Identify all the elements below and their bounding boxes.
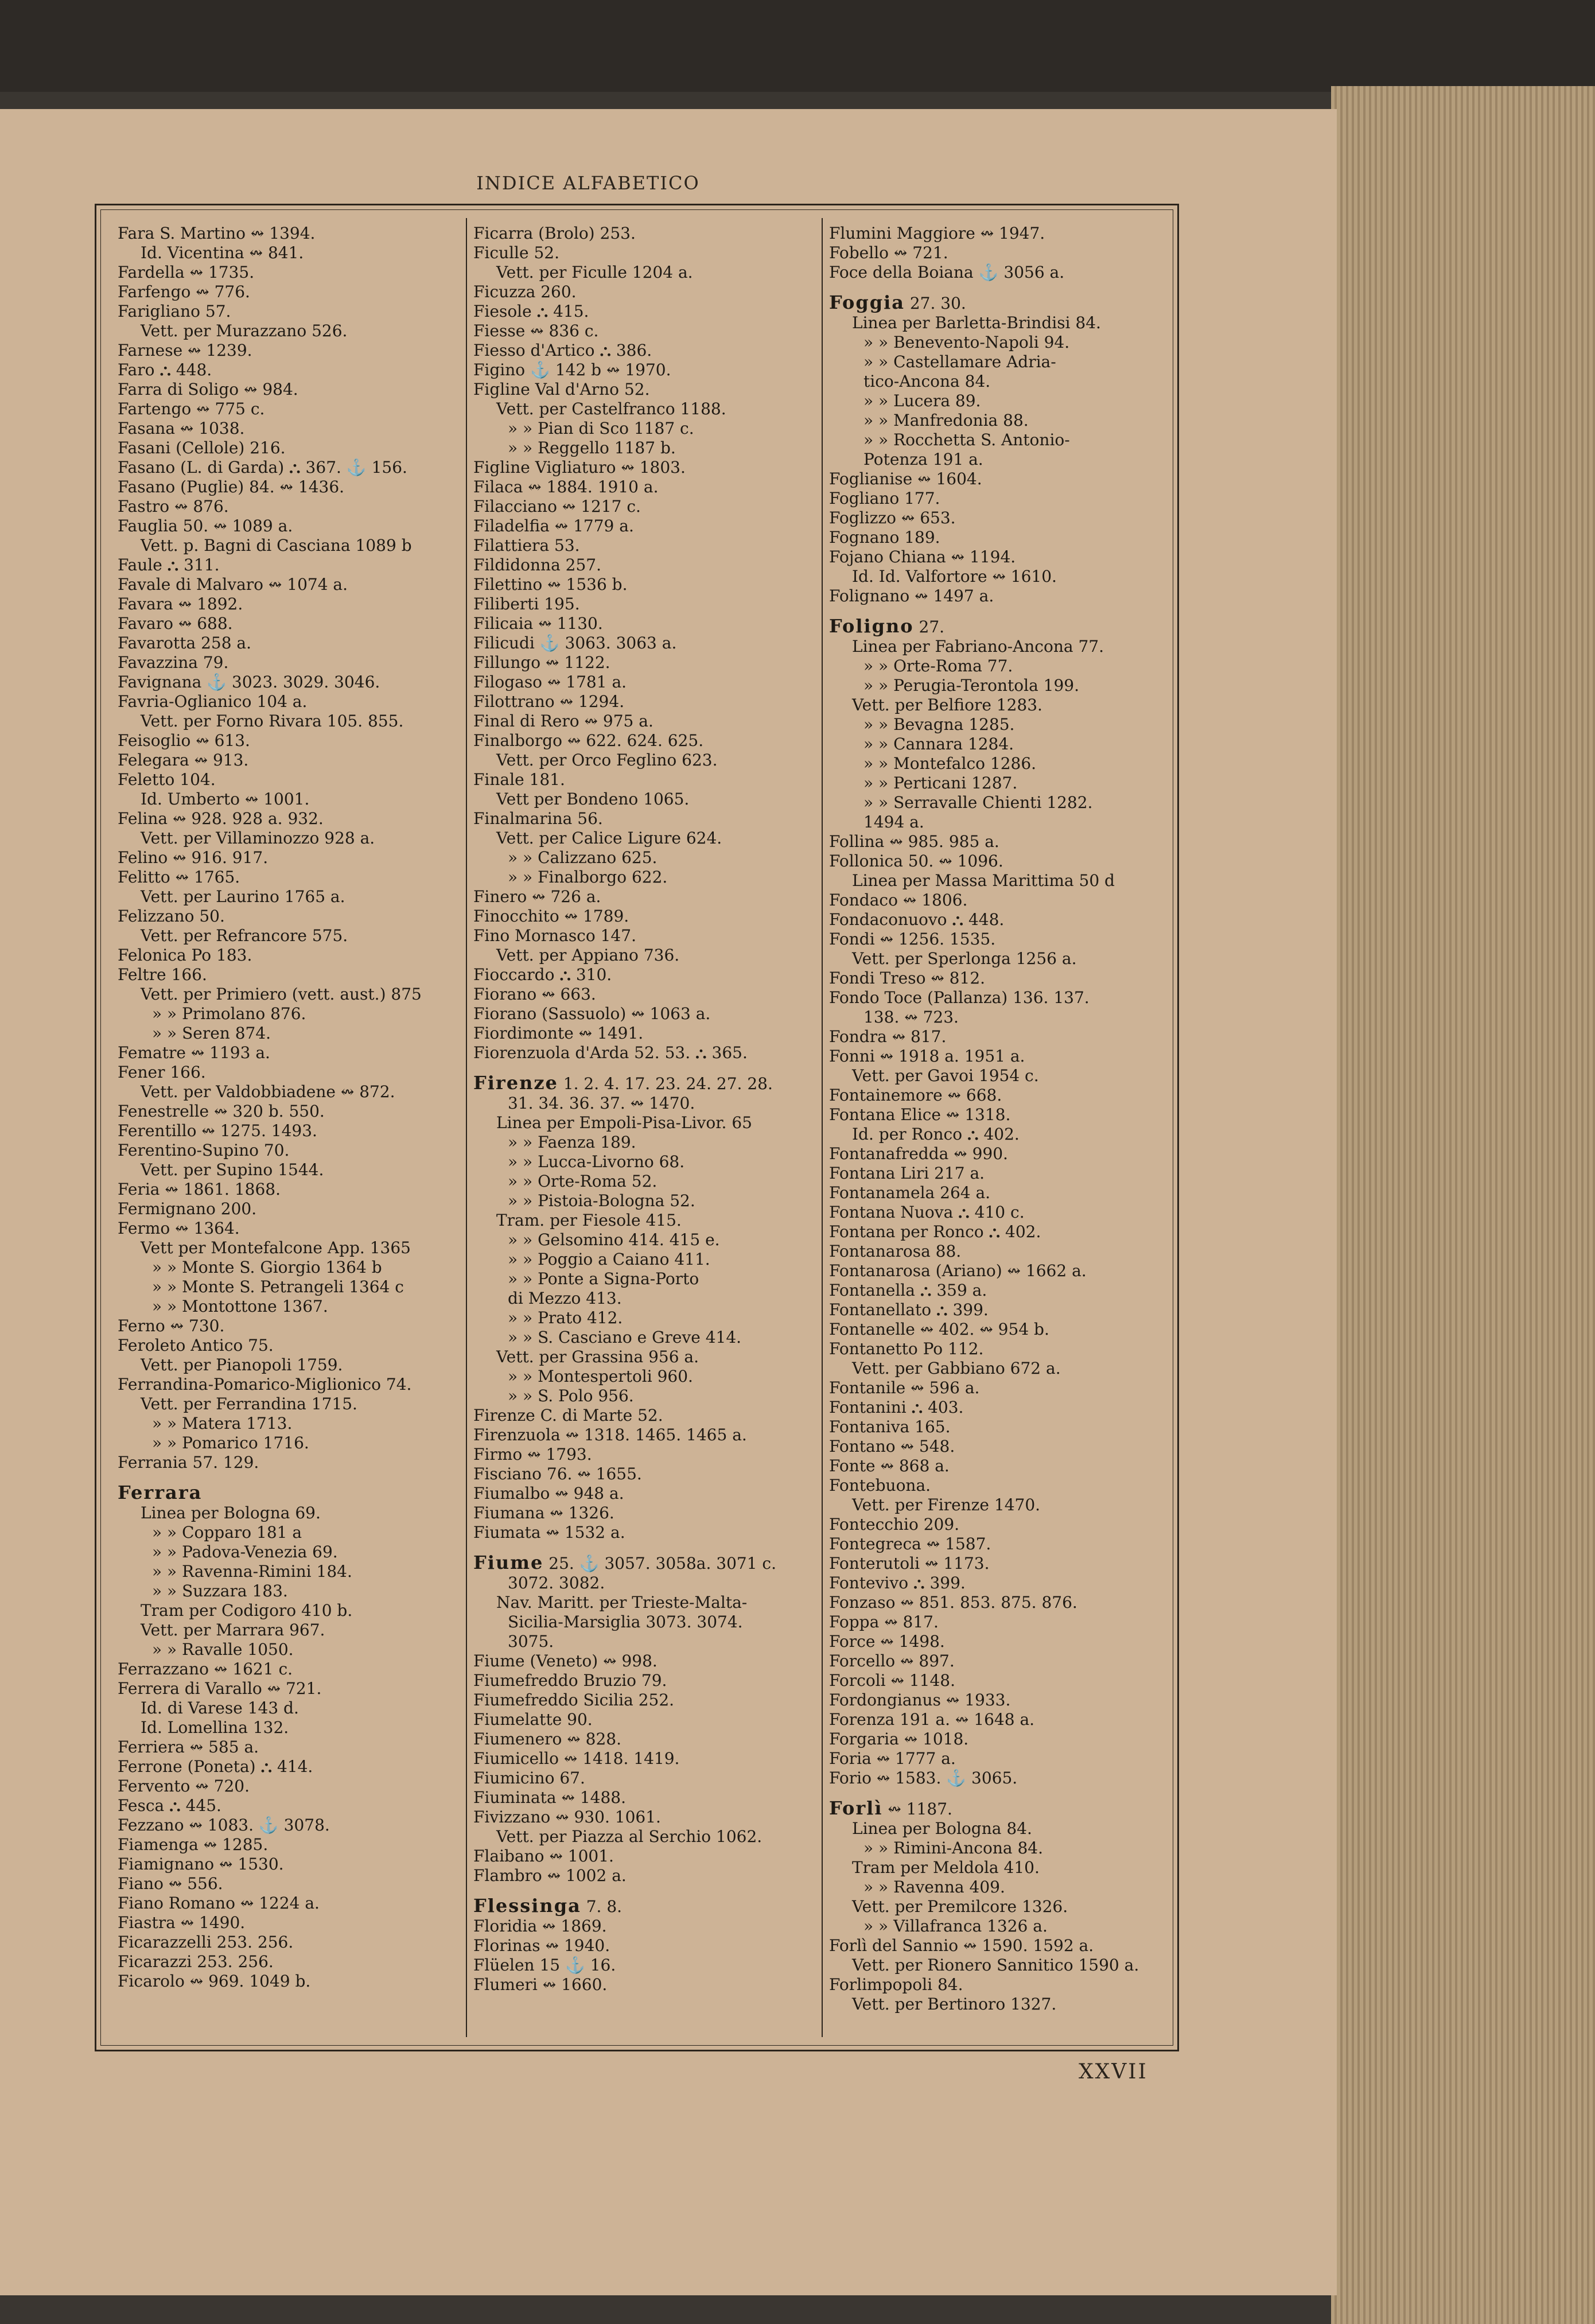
index-entry: Sicilia-Marsiglia 3073. 3074. — [508, 1612, 743, 1631]
index-entry: Vett. per Refrancore 575. — [141, 926, 348, 945]
index-entry: Felino ↭ 916. 917. — [118, 848, 269, 867]
index-entry: Favaro ↭ 688. — [118, 614, 233, 633]
index-entry: Fontana Elice ↭ 1318. — [829, 1105, 1011, 1124]
index-entry: Id. di Varese 143 d. — [141, 1699, 299, 1717]
index-entry: Ferrara — [118, 1482, 203, 1503]
index-entry: Fivizzano ↭ 930. 1061. — [473, 1808, 661, 1826]
index-entry: Fontanamela 264 a. — [829, 1183, 991, 1202]
index-entry: Fervento ↭ 720. — [118, 1777, 250, 1796]
index-entry: Fontanetto Po 112. — [829, 1339, 984, 1358]
index-entry: Fontana per Ronco ⛬ 402. — [829, 1222, 1041, 1241]
index-entry: » » S. Casciano e Greve 414. — [508, 1328, 742, 1347]
index-entry: Fiorenzuola d'Arda 52. 53. ⛬ 365. — [473, 1043, 748, 1062]
index-entry: » » Suzzara 183. — [152, 1581, 288, 1600]
index-entry: Ficulle 52. — [473, 243, 560, 262]
background-top — [0, 0, 1595, 92]
index-entry: 1494 a. — [863, 813, 924, 831]
index-entry: Forcoli ↭ 1148. — [829, 1671, 956, 1690]
index-entry: Faro ⛬ 448. — [118, 360, 212, 379]
index-entry: Vett. per Grassina 956 a. — [496, 1347, 699, 1366]
index-entry: Fiumefreddo Bruzio 79. — [473, 1671, 667, 1690]
index-entry: » » Montespertoli 960. — [508, 1367, 693, 1386]
index-entry: Fiesso d'Artico ⛬ 386. — [473, 341, 652, 360]
index-entry: Fastro ↭ 876. — [118, 497, 229, 516]
index-entry: Fiumalbo ↭ 948 a. — [473, 1484, 624, 1503]
index-entry: Ferrazzano ↭ 1621 c. — [118, 1660, 293, 1678]
index-entry: Id. per Ronco ⛬ 402. — [852, 1125, 1020, 1144]
index-entry: » » Villafranca 1326 a. — [863, 1917, 1048, 1936]
index-entry: Fino Mornasco 147. — [473, 926, 636, 945]
index-entry: Fiumelatte 90. — [473, 1710, 593, 1729]
index-entry: » » Bevagna 1285. — [863, 715, 1015, 734]
index-entry: Forlimpopoli 84. — [829, 1975, 963, 1994]
index-entry: Vett. per Orco Feglino 623. — [496, 751, 718, 770]
index-entry: » » Ravenna 409. — [863, 1878, 1005, 1896]
index-entry: Tram per Codigoro 410 b. — [141, 1601, 353, 1620]
index-entry: » » Copparo 181 a — [152, 1523, 302, 1542]
index-entry: Firenze 1. 2. 4. 17. 23. 24. 27. 28. — [473, 1072, 773, 1094]
index-entry: Flüelen 15 ⚓ 16. — [473, 1956, 616, 1975]
index-entry: Finero ↭ 726 a. — [473, 887, 601, 906]
index-entry: » » Gelsomino 414. 415 e. — [508, 1230, 720, 1249]
index-entry: Vett. p. Bagni di Casciana 1089 b — [141, 536, 412, 555]
index-entry: Foce della Boiana ⚓ 3056 a. — [829, 263, 1065, 282]
index-entry: Fezzano ↭ 1083. ⚓ 3078. — [118, 1816, 330, 1835]
index-entry: Feria ↭ 1861. 1868. — [118, 1180, 281, 1199]
index-entry: Felonica Po 183. — [118, 946, 252, 965]
index-entry: » » Monte S. Giorgio 1364 b — [152, 1258, 382, 1277]
index-entry: Figline Val d'Arno 52. — [473, 380, 650, 399]
index-entry: Linea per Bologna 84. — [852, 1819, 1032, 1838]
index-entry: Filicudi ⚓ 3063. 3063 a. — [473, 634, 677, 652]
index-entry: Finocchito ↭ 1789. — [473, 907, 629, 926]
index-entry: Forenza 191 a. ↭ 1648 a. — [829, 1710, 1035, 1729]
index-entry: Feroleto Antico 75. — [118, 1336, 274, 1355]
index-entry: » » Orte-Roma 77. — [863, 656, 1013, 675]
index-entry: Fiume 25. ⚓ 3057. 3058a. 3071 c. — [473, 1552, 777, 1573]
index-entry: Fondra ↭ 817. — [829, 1027, 947, 1046]
index-entry: » » Padova-Venezia 69. — [152, 1542, 338, 1561]
index-entry: Fiume (Veneto) ↭ 998. — [473, 1651, 658, 1670]
index-entry: Felizzano 50. — [118, 907, 225, 926]
index-entry: Foligno 27. — [829, 615, 945, 637]
index-entry: Id. Umberto ↭ 1001. — [141, 790, 310, 809]
index-entry: » » Orte-Roma 52. — [508, 1172, 658, 1191]
index-entry: Linea per Barletta-Brindisi 84. — [852, 313, 1101, 332]
index-entry: » » Calizzano 625. — [508, 848, 658, 867]
index-entry: Farnese ↭ 1239. — [118, 341, 252, 360]
index-entry: Fiorano ↭ 663. — [473, 985, 596, 1004]
index-entry: Fematre ↭ 1193 a. — [118, 1043, 270, 1062]
index-entry: Fontanarosa 88. — [829, 1242, 962, 1261]
index-entry: Figino ⚓ 142 b ↭ 1970. — [473, 360, 671, 379]
index-entry: Linea per Massa Marittima 50 d — [852, 871, 1115, 890]
index-entry: Fiumenero ↭ 828. — [473, 1730, 621, 1748]
index-entry: Fardella ↭ 1735. — [118, 263, 255, 282]
index-entry: Vett. per Laurino 1765 a. — [141, 887, 345, 906]
index-entry: » » Montottone 1367. — [152, 1297, 328, 1316]
index-entry: Fara S. Martino ↭ 1394. — [118, 224, 316, 243]
index-entry: » » Matera 1713. — [152, 1414, 293, 1433]
index-entry: Favria-Oglianico 104 a. — [118, 692, 308, 711]
index-entry: Fasana ↭ 1038. — [118, 419, 245, 438]
index-entry: Forlì del Sannio ↭ 1590. 1592 a. — [829, 1936, 1094, 1955]
index-entry: Finalborgo ↭ 622. 624. 625. — [473, 731, 704, 750]
index-entry: 31. 34. 36. 37. ↭ 1470. — [508, 1094, 695, 1113]
index-entry: Fasano (L. di Garda) ⛬ 367. ⚓ 156. — [118, 458, 407, 477]
index-entry: Vett. per Calice Ligure 624. — [496, 829, 722, 848]
index-entry: Fontaniva 165. — [829, 1417, 951, 1436]
index-entry: Fartengo ↭ 775 c. — [118, 399, 265, 418]
index-entry: Forlì ↭ 1187. — [829, 1797, 952, 1819]
page-header: INDICE ALFABETICO — [476, 172, 700, 194]
index-entry: Felitto ↭ 1765. — [118, 868, 240, 887]
index-entry: Filogaso ↭ 1781 a. — [473, 673, 627, 691]
index-entry: Flessinga 7. 8. — [473, 1895, 623, 1917]
index-entry: » » Pistoia-Bologna 52. — [508, 1191, 695, 1210]
index-entry: Vett. per Marrara 967. — [141, 1620, 325, 1639]
index-entry: Favale di Malvaro ↭ 1074 a. — [118, 575, 348, 594]
index-entry: Vett. per Rionero Sannitico 1590 a. — [852, 1956, 1139, 1975]
index-entry: Forio ↭ 1583. ⚓ 3065. — [829, 1769, 1018, 1787]
index-entry: » » Serravalle Chienti 1282. — [863, 793, 1093, 812]
index-entry: » » Cannara 1284. — [863, 734, 1014, 753]
index-entry: Foglianise ↭ 1604. — [829, 469, 982, 488]
index-entry: Felegara ↭ 913. — [118, 751, 249, 770]
index-entry: » » Poggio a Caiano 411. — [508, 1250, 710, 1269]
index-entry: Vett. per Appiano 736. — [496, 946, 680, 965]
index-entry: Favignana ⚓ 3023. 3029. 3046. — [118, 673, 380, 691]
index-entry: » » S. Polo 956. — [508, 1386, 634, 1405]
index-entry: Vett. per Bertinoro 1327. — [852, 1995, 1057, 2014]
index-entry: Filiberti 195. — [473, 594, 580, 613]
index-entry: Flumeri ↭ 1660. — [473, 1975, 608, 1994]
index-entry: » » Pomarico 1716. — [152, 1433, 309, 1452]
index-entry: tico-Ancona 84. — [863, 372, 991, 391]
index-entry: Ferrone (Poneta) ⛬ 414. — [118, 1757, 313, 1776]
index-entry: Fontevivo ⛬ 399. — [829, 1573, 966, 1592]
index-entry: Vett. per Ficulle 1204 a. — [496, 263, 693, 282]
index-entry: Fillungo ↭ 1122. — [473, 653, 610, 672]
index-entry: Favazzina 79. — [118, 653, 229, 672]
index-entry: Fisciano 76. ↭ 1655. — [473, 1464, 642, 1483]
index-entry: Potenza 191 a. — [863, 450, 983, 469]
index-entry: Vett. per Sperlonga 1256 a. — [852, 949, 1077, 968]
index-entry: » » Pian di Sco 1187 c. — [508, 419, 694, 438]
index-entry: » » Perugia-Terontola 199. — [863, 676, 1080, 695]
index-entry: Fauglia 50. ↭ 1089 a. — [118, 516, 293, 535]
index-entry: Ferentillo ↭ 1275. 1493. — [118, 1121, 317, 1140]
index-entry: Fobello ↭ 721. — [829, 243, 948, 262]
index-entry: Filottrano ↭ 1294. — [473, 692, 625, 711]
index-entry: Fiumefreddo Sicilia 252. — [473, 1690, 675, 1709]
index-entry: Fiano Romano ↭ 1224 a. — [118, 1894, 320, 1913]
index-entry: Fiumata ↭ 1532 a. — [473, 1523, 625, 1542]
index-entry: Felina ↭ 928. 928 a. 932. — [118, 809, 324, 828]
index-entry: Fondi ↭ 1256. 1535. — [829, 930, 996, 949]
index-entry: Firenzuola ↭ 1318. 1465. 1465 a. — [473, 1425, 747, 1444]
index-entry: Fondo Toce (Pallanza) 136. 137. — [829, 988, 1090, 1007]
index-entry: Fontana Nuova ⛬ 410 c. — [829, 1203, 1025, 1222]
index-entry: Linea per Bologna 69. — [141, 1503, 321, 1522]
index-entry: Finalmarina 56. — [473, 809, 603, 828]
index-entry: » » Primolano 876. — [152, 1004, 306, 1023]
index-column-3 — [829, 224, 1156, 2014]
index-entry: Fioccardo ⛬ 310. — [473, 965, 612, 984]
index-entry: Fasani (Cellole) 216. — [118, 438, 286, 457]
index-entry: Foglizzo ↭ 653. — [829, 508, 956, 527]
index-entry: Fontana Liri 217 a. — [829, 1164, 985, 1183]
index-entry: Ferentino-Supino 70. — [118, 1141, 290, 1160]
index-entry: Vett. per Pianopoli 1759. — [141, 1355, 343, 1374]
index-entry: Ficarazzelli 253. 256. — [118, 1933, 294, 1952]
index-entry: Filacciano ↭ 1217 c. — [473, 497, 641, 516]
index-entry: Fiumicino 67. — [473, 1769, 585, 1787]
index-entry: Fontano ↭ 548. — [829, 1437, 955, 1456]
index-entry: Folignano ↭ 1497 a. — [829, 586, 994, 605]
index-entry: » » Finalborgo 622. — [508, 868, 668, 887]
index-entry: Fontanile ↭ 596 a. — [829, 1378, 980, 1397]
index-entry: Fondaco ↭ 1806. — [829, 891, 968, 910]
index-entry: Fiorano (Sassuolo) ↭ 1063 a. — [473, 1004, 711, 1023]
index-entry: Fener 166. — [118, 1063, 206, 1082]
index-entry: Filicaia ↭ 1130. — [473, 614, 603, 633]
index-entry: Fontanini ⛬ 403. — [829, 1398, 964, 1417]
index-entry: Fiuminata ↭ 1488. — [473, 1788, 627, 1807]
index-entry: Fiano ↭ 556. — [118, 1874, 223, 1893]
index-entry: Fonzaso ↭ 851. 853. 875. 876. — [829, 1593, 1077, 1612]
index-entry: » » Perticani 1287. — [863, 774, 1018, 792]
index-entry: Follonica 50. ↭ 1096. — [829, 852, 1003, 870]
index-entry: Ferriera ↭ 585 a. — [118, 1738, 259, 1756]
index-entry: Flaibano ↭ 1001. — [473, 1847, 614, 1866]
index-entry: Fontainemore ↭ 668. — [829, 1086, 1002, 1105]
index-entry: Ferno ↭ 730. — [118, 1316, 225, 1335]
index-entry: » » Seren 874. — [152, 1024, 271, 1043]
index-entry: Filadelfia ↭ 1779 a. — [473, 516, 634, 535]
index-entry: Forgaria ↭ 1018. — [829, 1730, 969, 1748]
index-entry: Vett per Bondeno 1065. — [496, 790, 690, 809]
index-entry: Vett. per Forno Rivara 105. 855. — [141, 712, 404, 730]
index-entry: Fontanelle ↭ 402. ↭ 954 b. — [829, 1320, 1049, 1339]
index-entry: Linea per Empoli-Pisa-Livor. 65 — [496, 1113, 752, 1132]
index-entry: Vett. per Firenze 1470. — [852, 1495, 1041, 1514]
page-edges — [1331, 86, 1595, 2324]
index-entry: Fontanafredda ↭ 990. — [829, 1144, 1008, 1163]
index-entry: Fontanella ⛬ 359 a. — [829, 1281, 987, 1300]
index-entry: Florinas ↭ 1940. — [473, 1936, 610, 1955]
index-entry: Finale 181. — [473, 770, 565, 789]
index-entry: » » Prato 412. — [508, 1308, 623, 1327]
index-entry: » » Benevento-Napoli 94. — [863, 333, 1070, 352]
index-entry: Foppa ↭ 817. — [829, 1612, 939, 1631]
index-entry: » » Ravenna-Rimini 184. — [152, 1562, 352, 1581]
index-entry: Firenze C. di Marte 52. — [473, 1406, 663, 1425]
index-entry: » » Ravalle 1050. — [152, 1640, 294, 1659]
index-entry: » » Monte S. Petrangeli 1364 c — [152, 1277, 404, 1296]
index-entry: » » Rocchetta S. Antonio- — [863, 430, 1070, 449]
index-entry: Fiamignano ↭ 1530. — [118, 1855, 284, 1874]
index-entry: Flumini Maggiore ↭ 1947. — [829, 224, 1045, 243]
index-entry: Foria ↭ 1777 a. — [829, 1749, 956, 1768]
index-entry: Ficarra (Brolo) 253. — [473, 224, 636, 243]
index-entry: Fondi Treso ↭ 812. — [829, 969, 986, 988]
index-entry: Favarotta 258 a. — [118, 634, 252, 652]
index-entry: » » Castellamare Adria- — [863, 352, 1056, 371]
index-entry: » » Montefalco 1286. — [863, 754, 1037, 773]
index-entry: Fasano (Puglie) 84. ↭ 1436. — [118, 477, 345, 496]
index-entry: Foggia 27. 30. — [829, 292, 966, 313]
index-entry: Fonte ↭ 868 a. — [829, 1456, 950, 1475]
index-entry: Tram per Meldola 410. — [852, 1858, 1040, 1877]
index-entry: Favara ↭ 1892. — [118, 594, 243, 613]
index-entry: Floridia ↭ 1869. — [473, 1917, 607, 1936]
index-entry: Fermignano 200. — [118, 1199, 257, 1218]
index-entry: Fonterutoli ↭ 1173. — [829, 1554, 990, 1573]
index-entry: Farfengo ↭ 776. — [118, 282, 250, 301]
index-column-2 — [473, 224, 800, 1995]
index-entry: » » Ponte a Signa-Porto — [508, 1269, 699, 1288]
index-entry: Vett. per Piazza al Serchio 1062. — [496, 1827, 763, 1846]
index-entry: di Mezzo 413. — [508, 1289, 622, 1308]
index-entry: Feisoglio ↭ 613. — [118, 731, 250, 750]
index-entry: Nav. Maritt. per Trieste-Malta- — [496, 1593, 748, 1612]
index-entry: Fordongianus ↭ 1933. — [829, 1690, 1011, 1709]
index-entry: Ferrania 57. 129. — [118, 1453, 259, 1472]
index-entry: Vett. per Primiero (vett. aust.) 875 — [141, 985, 422, 1004]
page-number: XXVII — [1079, 2060, 1148, 2084]
index-entry: Fiamenga ↭ 1285. — [118, 1835, 269, 1854]
index-entry: Fenestrelle ↭ 320 b. 550. — [118, 1102, 325, 1121]
index-entry: Id. Id. Valfortore ↭ 1610. — [852, 567, 1057, 586]
index-entry: Vett. per Belfiore 1283. — [852, 695, 1042, 714]
column-divider-2 — [822, 218, 823, 2037]
index-entry: Faule ⛬ 311. — [118, 555, 220, 574]
column-divider-1 — [466, 218, 467, 2037]
index-entry: Linea per Fabriano-Ancona 77. — [852, 637, 1104, 656]
index-entry: Filaca ↭ 1884. 1910 a. — [473, 477, 659, 496]
index-entry: Farigliano 57. — [118, 302, 231, 321]
index-entry: Firmo ↭ 1793. — [473, 1445, 592, 1464]
index-entry: Force ↭ 1498. — [829, 1632, 945, 1651]
index-entry: Vett. per Ferrandina 1715. — [141, 1394, 357, 1413]
index-entry: » » Faenza 189. — [508, 1133, 636, 1152]
index-entry: Fogliano 177. — [829, 489, 940, 508]
index-entry: Fesca ⛬ 445. — [118, 1796, 221, 1815]
index-entry: Id. Vicentina ↭ 841. — [141, 243, 304, 262]
index-entry: Vett. per Gabbiano 672 a. — [852, 1359, 1061, 1378]
index-entry: Ferrera di Varallo ↭ 721. — [118, 1679, 322, 1698]
index-entry: Id. Lomellina 132. — [141, 1718, 289, 1737]
index-entry: Vett. per Gavoi 1954 c. — [852, 1066, 1039, 1085]
index-entry: Filettino ↭ 1536 b. — [473, 575, 628, 594]
index-entry: Vett. per Valdobbiadene ↭ 872. — [141, 1082, 395, 1101]
index-entry: Fontanellato ⛬ 399. — [829, 1300, 989, 1319]
index-entry: Vett. per Castelfranco 1188. — [496, 399, 726, 418]
index-entry: » » Rimini-Ancona 84. — [863, 1839, 1044, 1857]
index-entry: Fontecchio 209. — [829, 1515, 960, 1534]
index-entry: Ferrandina-Pomarico-Miglionico 74. — [118, 1375, 412, 1394]
index-entry: Feltre 166. — [118, 965, 207, 984]
index-entry: Fiesole ⛬ 415. — [473, 302, 589, 321]
index-entry: Ficuzza 260. — [473, 282, 577, 301]
index-entry: Fondaconuovo ⛬ 448. — [829, 910, 1005, 929]
index-entry: Feletto 104. — [118, 770, 216, 789]
index-entry: Fognano 189. — [829, 528, 940, 547]
index-entry: Vett per Montefalcone App. 1365 — [141, 1238, 411, 1257]
index-entry: » » Lucera 89. — [863, 391, 981, 410]
index-entry: Farra di Soligo ↭ 984. — [118, 380, 298, 399]
index-entry: Fojano Chiana ↭ 1194. — [829, 547, 1016, 566]
index-entry: Tram. per Fiesole 415. — [496, 1211, 682, 1230]
index-entry: Filattiera 53. — [473, 536, 580, 555]
index-entry: » » Manfredonia 88. — [863, 411, 1029, 430]
index-entry: Vett. per Murazzano 526. — [141, 321, 348, 340]
index-entry: Fontebuona. — [829, 1476, 931, 1495]
index-entry: Fiumana ↭ 1326. — [473, 1503, 614, 1522]
index-entry: Ficarolo ↭ 969. 1049 b. — [118, 1972, 311, 1991]
index-entry: Fildidonna 257. — [473, 555, 602, 574]
index-entry: Vett. per Supino 1544. — [141, 1160, 324, 1179]
index-entry: Fontegreca ↭ 1587. — [829, 1534, 991, 1553]
index-entry: Fiordimonte ↭ 1491. — [473, 1024, 644, 1043]
index-entry: Final di Rero ↭ 975 a. — [473, 712, 653, 730]
index-column-1 — [118, 224, 445, 1991]
index-entry: Follina ↭ 985. 985 a. — [829, 832, 999, 851]
index-entry: Vett. per Villaminozzo 928 a. — [141, 829, 375, 848]
index-entry: Fermo ↭ 1364. — [118, 1219, 240, 1238]
index-entry: Flambro ↭ 1002 a. — [473, 1866, 627, 1885]
index-entry: Forcello ↭ 897. — [829, 1651, 955, 1670]
index-entry: Fiastra ↭ 1490. — [118, 1913, 246, 1932]
index-entry: Fonni ↭ 1918 a. 1951 a. — [829, 1047, 1025, 1066]
index-entry: 3075. — [508, 1632, 554, 1651]
index-entry: 3072. 3082. — [508, 1573, 605, 1592]
index-entry: Fiumicello ↭ 1418. 1419. — [473, 1749, 680, 1768]
index-entry: Fontanarosa (Ariano) ↭ 1662 a. — [829, 1261, 1087, 1280]
index-entry: » » Lucca-Livorno 68. — [508, 1152, 685, 1171]
index-entry: » » Reggello 1187 b. — [508, 438, 676, 457]
index-entry: Fiesse ↭ 836 c. — [473, 321, 599, 340]
index-entry: Figline Vigliaturo ↭ 1803. — [473, 458, 686, 477]
index-entry: 138. ↭ 723. — [863, 1008, 959, 1027]
index-entry: Ficarazzi 253. 256. — [118, 1952, 274, 1971]
index-entry: Vett. per Premilcore 1326. — [852, 1897, 1068, 1916]
